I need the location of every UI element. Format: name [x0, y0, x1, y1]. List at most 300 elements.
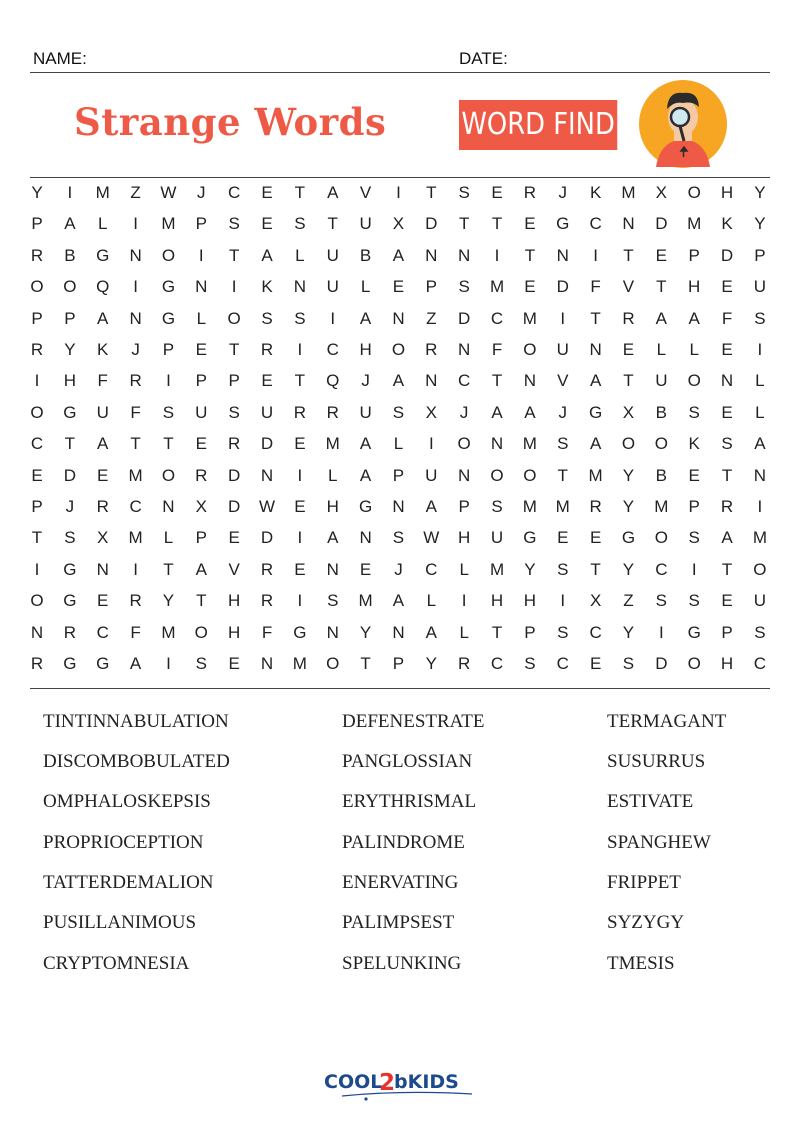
word-item: CRYPTOMNESIA	[43, 953, 190, 974]
grid-letter: R	[458, 654, 471, 673]
grid-letter: E	[589, 654, 602, 673]
grid-letter: S	[162, 402, 175, 422]
grid-letter: K	[688, 434, 700, 454]
grid-letter: T	[491, 622, 503, 642]
word-item: PROPRIOCEPTION	[43, 832, 204, 853]
grid-letter: S	[458, 183, 470, 202]
grid-letter: Z	[426, 308, 437, 328]
grid-letter: M	[621, 183, 636, 202]
grid-letter: X	[425, 402, 437, 422]
grid-letter: N	[458, 245, 471, 265]
grid-letter: G	[358, 497, 373, 516]
word-item: DEFENESTRATE	[342, 711, 485, 732]
grid-letter: I	[133, 559, 138, 579]
grid-letter: P	[31, 497, 43, 516]
word-item: FRIPPET	[607, 872, 681, 893]
grid-letter: J	[131, 340, 140, 359]
logo-text-cool: COOL	[324, 1071, 383, 1093]
grid-letter: I	[133, 277, 138, 297]
grid-letter: U	[425, 465, 438, 485]
grid-letter: S	[688, 528, 700, 548]
grid-letter: E	[261, 183, 273, 202]
grid-letter: O	[523, 465, 537, 485]
grid-letter: N	[589, 340, 602, 359]
grid-letter: G	[63, 559, 77, 579]
grid-letter: T	[294, 183, 306, 202]
grid-letter: A	[425, 622, 437, 642]
date-label: DATE:	[459, 49, 508, 68]
grid-letter: N	[326, 622, 339, 642]
grid-letter: T	[721, 465, 733, 485]
grid-letter: P	[721, 622, 733, 642]
grid-letter: D	[228, 497, 241, 516]
grid-letter: P	[31, 308, 43, 328]
grid-letter: E	[721, 402, 733, 422]
grid-letter: T	[623, 245, 634, 265]
grid-letter: U	[326, 245, 339, 265]
grid-letter: S	[294, 214, 306, 234]
grid-letter: R	[260, 340, 274, 359]
grid-letter: E	[721, 591, 733, 611]
grid-letter: P	[688, 497, 700, 516]
grid-letter: N	[326, 559, 339, 579]
grid-letter: J	[197, 183, 206, 202]
grid-letter: Y	[622, 622, 635, 642]
grid-letter: P	[425, 277, 437, 297]
name-label: NAME:	[33, 49, 87, 68]
grid-letter: P	[195, 528, 207, 548]
grid-letter: F	[130, 622, 141, 642]
title-rule	[30, 177, 770, 178]
grid-letter: I	[297, 591, 303, 611]
grid-letter: B	[655, 465, 667, 485]
grid-letter: T	[491, 214, 503, 234]
grid-letter: H	[326, 497, 339, 516]
grid-letter: F	[97, 371, 108, 391]
grid-letter: R	[326, 402, 339, 422]
grid-letter: M	[522, 497, 537, 516]
grid-letter: E	[228, 528, 240, 548]
grid-letter: H	[228, 591, 241, 611]
grid-letter: C	[30, 434, 44, 454]
grid-letter: U	[655, 371, 668, 391]
grid-letter: S	[392, 402, 405, 422]
grid-letter: M	[325, 434, 340, 454]
grid-letter: T	[327, 214, 338, 234]
grid-letter: N	[260, 465, 274, 485]
grid-letter: S	[754, 622, 766, 642]
grid-letter: S	[195, 654, 207, 673]
grid-letter: E	[721, 277, 733, 297]
grid-letter: H	[458, 528, 471, 548]
grid-letter: F	[261, 622, 273, 642]
grid-letter: L	[459, 622, 469, 642]
grid-letter: T	[590, 559, 601, 579]
grid-letter: M	[752, 528, 767, 548]
grid-letter: O	[161, 465, 176, 485]
grid-letter: S	[754, 308, 766, 328]
grid-letter: M	[522, 434, 537, 454]
grid-letter: G	[96, 245, 110, 265]
grid-letter: G	[161, 277, 176, 297]
grid-letter: O	[687, 183, 701, 202]
grid-letter: D	[556, 277, 569, 297]
grid-letter: N	[195, 277, 208, 297]
grid-letter: A	[327, 528, 339, 548]
grid-letter: A	[359, 308, 372, 328]
grid-letter: I	[428, 434, 434, 454]
grid-letter: N	[425, 245, 438, 265]
grid-letter: U	[96, 402, 109, 422]
grid-letter: X	[392, 214, 405, 234]
logo-graphic	[322, 1064, 482, 1104]
grid-letter: A	[359, 465, 372, 485]
grid-letter: D	[425, 214, 438, 234]
grid-letter: K	[97, 340, 109, 359]
grid-letter: H	[688, 277, 701, 297]
grid-letter: E	[622, 340, 635, 359]
grid-letter: R	[96, 497, 109, 516]
grid-letter: S	[557, 559, 569, 579]
grid-letter: O	[523, 340, 537, 359]
grid-letter: L	[163, 528, 174, 548]
grid-letter: O	[30, 591, 44, 611]
grid-letter: G	[621, 528, 636, 548]
grid-letter: E	[524, 214, 536, 234]
grid-letter: Z	[623, 591, 634, 611]
page-title: Strange Words	[74, 100, 387, 144]
grid-letter: R	[293, 402, 307, 422]
grid-letter: I	[593, 245, 598, 265]
grid-letter: H	[720, 183, 734, 202]
grid-letter: C	[490, 308, 504, 328]
word-item: OMPHALOSKEPSIS	[43, 791, 211, 812]
grid-letter: Y	[31, 183, 43, 202]
grid-letter: S	[557, 622, 569, 642]
grid-letter: V	[359, 183, 372, 202]
grid-letter: O	[30, 402, 44, 422]
grid-letter: N	[720, 371, 734, 391]
grid-letter: G	[588, 402, 603, 422]
grid-letter: M	[161, 622, 176, 642]
grid-letter: A	[261, 245, 273, 265]
grid-letter: N	[129, 308, 142, 328]
grid-letter: O	[30, 277, 44, 297]
grid-letter: O	[687, 654, 701, 673]
grid-letter: N	[458, 465, 471, 485]
grid-letter: R	[228, 434, 241, 454]
grid-letter: N	[392, 308, 405, 328]
grid-letter: G	[63, 591, 77, 611]
word-item: SPELUNKING	[342, 953, 462, 974]
grid-letter: D	[260, 528, 274, 548]
grid-letter: N	[129, 245, 142, 265]
grid-letter: T	[721, 559, 733, 579]
grid-letter: C	[129, 497, 142, 516]
grid-letter: O	[194, 622, 208, 642]
detective-avatar-icon	[638, 79, 728, 169]
grid-letter: P	[195, 214, 207, 234]
grid-letter: O	[227, 308, 241, 328]
grid-letter: U	[490, 528, 504, 548]
grid-letter: F	[130, 402, 141, 422]
grid-letter: N	[293, 277, 307, 297]
grid-letter: S	[491, 497, 503, 516]
grid-letter: K	[721, 214, 733, 234]
grid-letter: M	[128, 528, 143, 548]
grid-letter: I	[560, 308, 566, 328]
grid-letter: R	[622, 308, 635, 328]
grid-letter: J	[361, 371, 370, 391]
word-find-badge: WORD FIND	[459, 100, 617, 150]
grid-letter: A	[195, 559, 207, 579]
grid-letter: U	[359, 402, 372, 422]
grid-letter: N	[458, 340, 471, 359]
grid-letter: M	[555, 497, 570, 516]
word-item: PALINDROME	[342, 832, 465, 853]
grid-letter: R	[30, 245, 44, 265]
grid-letter: S	[655, 591, 667, 611]
grid-letter: A	[359, 434, 372, 454]
grid-letter: O	[621, 434, 636, 454]
grid-letter: L	[426, 591, 437, 611]
grid-letter: E	[261, 214, 273, 234]
word-item: ENERVATING	[342, 872, 459, 893]
grid-letter: P	[524, 622, 536, 642]
grid-letter: L	[755, 371, 765, 391]
grid-letter: L	[393, 434, 404, 454]
grid-letter: F	[590, 277, 601, 297]
word-item: TATTERDEMALION	[43, 872, 214, 893]
grid-letter: N	[523, 371, 537, 391]
grid-letter: N	[425, 371, 438, 391]
grid-letter: E	[294, 434, 306, 454]
grid-letter: E	[688, 465, 700, 485]
grid-letter: R	[129, 371, 142, 391]
grid-letter: N	[392, 622, 405, 642]
grid-letter: L	[459, 559, 469, 579]
grid-letter: W	[423, 528, 440, 548]
grid-letter: N	[622, 214, 635, 234]
grid-letter: X	[195, 497, 207, 516]
grid-letter: C	[96, 622, 109, 642]
grid-letter: N	[359, 528, 372, 548]
grid-letter: I	[757, 497, 763, 516]
logo-text-bkids: bKIDS	[394, 1071, 459, 1093]
grid-letter: G	[96, 654, 110, 673]
grid-letter: A	[392, 591, 405, 611]
grid-letter: N	[30, 622, 44, 642]
grid-letter: O	[161, 245, 176, 265]
grid-letter: I	[297, 465, 303, 485]
grid-letter: L	[295, 245, 305, 265]
grid-letter: Y	[64, 340, 76, 359]
grid-letter: A	[491, 402, 503, 422]
grid-letter: F	[721, 308, 733, 328]
grid-letter: L	[689, 340, 699, 359]
grid-letter: G	[63, 654, 77, 673]
grid-letter: I	[34, 559, 40, 579]
grid-letter: Y	[754, 183, 766, 202]
grid-letter: T	[623, 371, 634, 391]
grid-letter: L	[97, 214, 108, 234]
grid-letter: P	[688, 245, 700, 265]
grid-letter: A	[655, 308, 667, 328]
grid-letter: M	[687, 214, 702, 234]
logo-text-2: 2	[379, 1070, 396, 1096]
grid-letter: S	[557, 434, 569, 454]
grid-letter: X	[589, 591, 602, 611]
grid-letter: T	[163, 559, 174, 579]
grid-letter: X	[97, 528, 109, 548]
grid-letter: I	[166, 371, 171, 391]
grid-letter: V	[622, 277, 635, 297]
grid-letter: A	[327, 183, 339, 202]
grid-letter: V	[228, 559, 240, 579]
grid-letter: C	[228, 183, 241, 202]
grid-letter: S	[458, 277, 470, 297]
grid-letter: A	[721, 528, 733, 548]
grid-letter: P	[392, 465, 405, 485]
grid-letter: E	[392, 277, 405, 297]
grid-letter: N	[96, 559, 109, 579]
grid-letter: K	[261, 277, 273, 297]
grid-letter: M	[588, 465, 603, 485]
grid-letter: G	[161, 308, 176, 328]
grid-letter: O	[654, 434, 668, 454]
grid-letter: H	[63, 371, 76, 391]
word-item: PALIMPSEST	[342, 912, 455, 933]
grid-letter: I	[34, 371, 40, 391]
grid-letter: O	[391, 340, 406, 359]
grid-letter: E	[97, 465, 109, 485]
word-item: PUSILLANIMOUS	[43, 912, 197, 933]
grid-letter: R	[260, 591, 274, 611]
grid-letter: T	[458, 214, 470, 234]
grid-letter: O	[490, 465, 504, 485]
grid-letter: M	[292, 654, 307, 673]
grid-letter: J	[558, 402, 567, 422]
grid-letter: S	[622, 654, 635, 673]
grid-letter: O	[457, 434, 471, 454]
grid-letter: E	[228, 654, 240, 673]
word-item: DISCOMBOBULATED	[43, 751, 230, 772]
grid-letter: T	[524, 245, 536, 265]
grid-letter: I	[757, 340, 763, 359]
grid-letter: J	[394, 559, 403, 579]
grid-letter: P	[31, 214, 43, 234]
grid-letter: T	[360, 654, 371, 673]
grid-letter: L	[196, 308, 207, 328]
grid-letter: I	[231, 277, 237, 297]
grid-letter: N	[260, 654, 274, 673]
grid-letter: T	[294, 371, 306, 391]
grid-letter: E	[97, 591, 109, 611]
word-item: SUSURRUS	[607, 751, 706, 772]
grid-letter: M	[128, 465, 143, 485]
grid-letter: T	[656, 277, 667, 297]
word-item: ESTIVATE	[607, 791, 694, 812]
grid-letter: S	[228, 402, 240, 422]
grid-letter: J	[459, 402, 469, 422]
grid-letter: I	[297, 340, 303, 359]
grid-letter: W	[258, 497, 276, 516]
grid-letter: R	[30, 654, 44, 673]
grid-letter: E	[557, 528, 569, 548]
grid-letter: D	[228, 465, 241, 485]
grid-letter: M	[161, 214, 176, 234]
grid-letter: I	[133, 214, 138, 234]
grid-letter: B	[359, 245, 372, 265]
grid-letter: O	[654, 528, 668, 548]
grid-letter: R	[30, 340, 44, 359]
grid-letter: C	[556, 654, 569, 673]
grid-letter: M	[489, 277, 505, 297]
grid-letter: P	[754, 245, 766, 265]
grid-letter: E	[655, 245, 667, 265]
word-item: PANGLOSSIAN	[342, 751, 473, 772]
grid-letter: I	[461, 591, 467, 611]
grid-letter: S	[294, 308, 306, 328]
grid-letter: A	[97, 308, 109, 328]
grid-letter: X	[622, 402, 635, 422]
grid-letter: R	[260, 559, 274, 579]
grid-letter: C	[490, 654, 504, 673]
grid-letter: P	[228, 371, 240, 391]
grid-letter: R	[589, 497, 602, 516]
grid-letter: E	[294, 559, 306, 579]
grid-letter: A	[97, 434, 109, 454]
grid-letter: P	[162, 340, 175, 359]
grid-letter: J	[65, 497, 75, 516]
grid-letter: I	[297, 528, 303, 548]
grid-letter: Y	[622, 465, 635, 485]
grid-letter: Y	[162, 591, 175, 611]
word-item: TINTINNABULATION	[43, 711, 229, 732]
header-rule	[30, 72, 770, 73]
grid-letter: C	[655, 559, 668, 579]
grid-letter: M	[522, 308, 537, 328]
grid-letter: S	[688, 402, 700, 422]
grid-letter: A	[392, 371, 405, 391]
grid-letter: A	[392, 245, 405, 265]
grid-letter: S	[64, 528, 76, 548]
grid-letter: S	[392, 528, 405, 548]
grid-letter: E	[589, 528, 602, 548]
grid-letter: O	[63, 277, 77, 297]
grid-letter: L	[755, 402, 765, 422]
grid-letter: P	[64, 308, 76, 328]
grid-letter: T	[426, 183, 437, 202]
grid-letter: I	[166, 654, 171, 673]
grid-letter: A	[754, 434, 766, 454]
grid-letter: L	[360, 277, 371, 297]
grid-letter: Y	[754, 214, 766, 234]
grid-letter: Y	[622, 559, 635, 579]
grid-letter: Q	[96, 277, 110, 297]
grid-letter: M	[358, 591, 373, 611]
grid-letter: S	[721, 434, 733, 454]
grid-letter: X	[655, 183, 667, 202]
grid-letter: P	[458, 497, 470, 516]
grid-letter: E	[31, 465, 43, 485]
grid-letter: Y	[622, 497, 635, 516]
grid-letter: S	[228, 214, 240, 234]
grid-letter: N	[490, 434, 504, 454]
grid-letter: Q	[326, 371, 340, 391]
grid-letter: E	[294, 497, 306, 516]
grid-letter: S	[261, 308, 273, 328]
